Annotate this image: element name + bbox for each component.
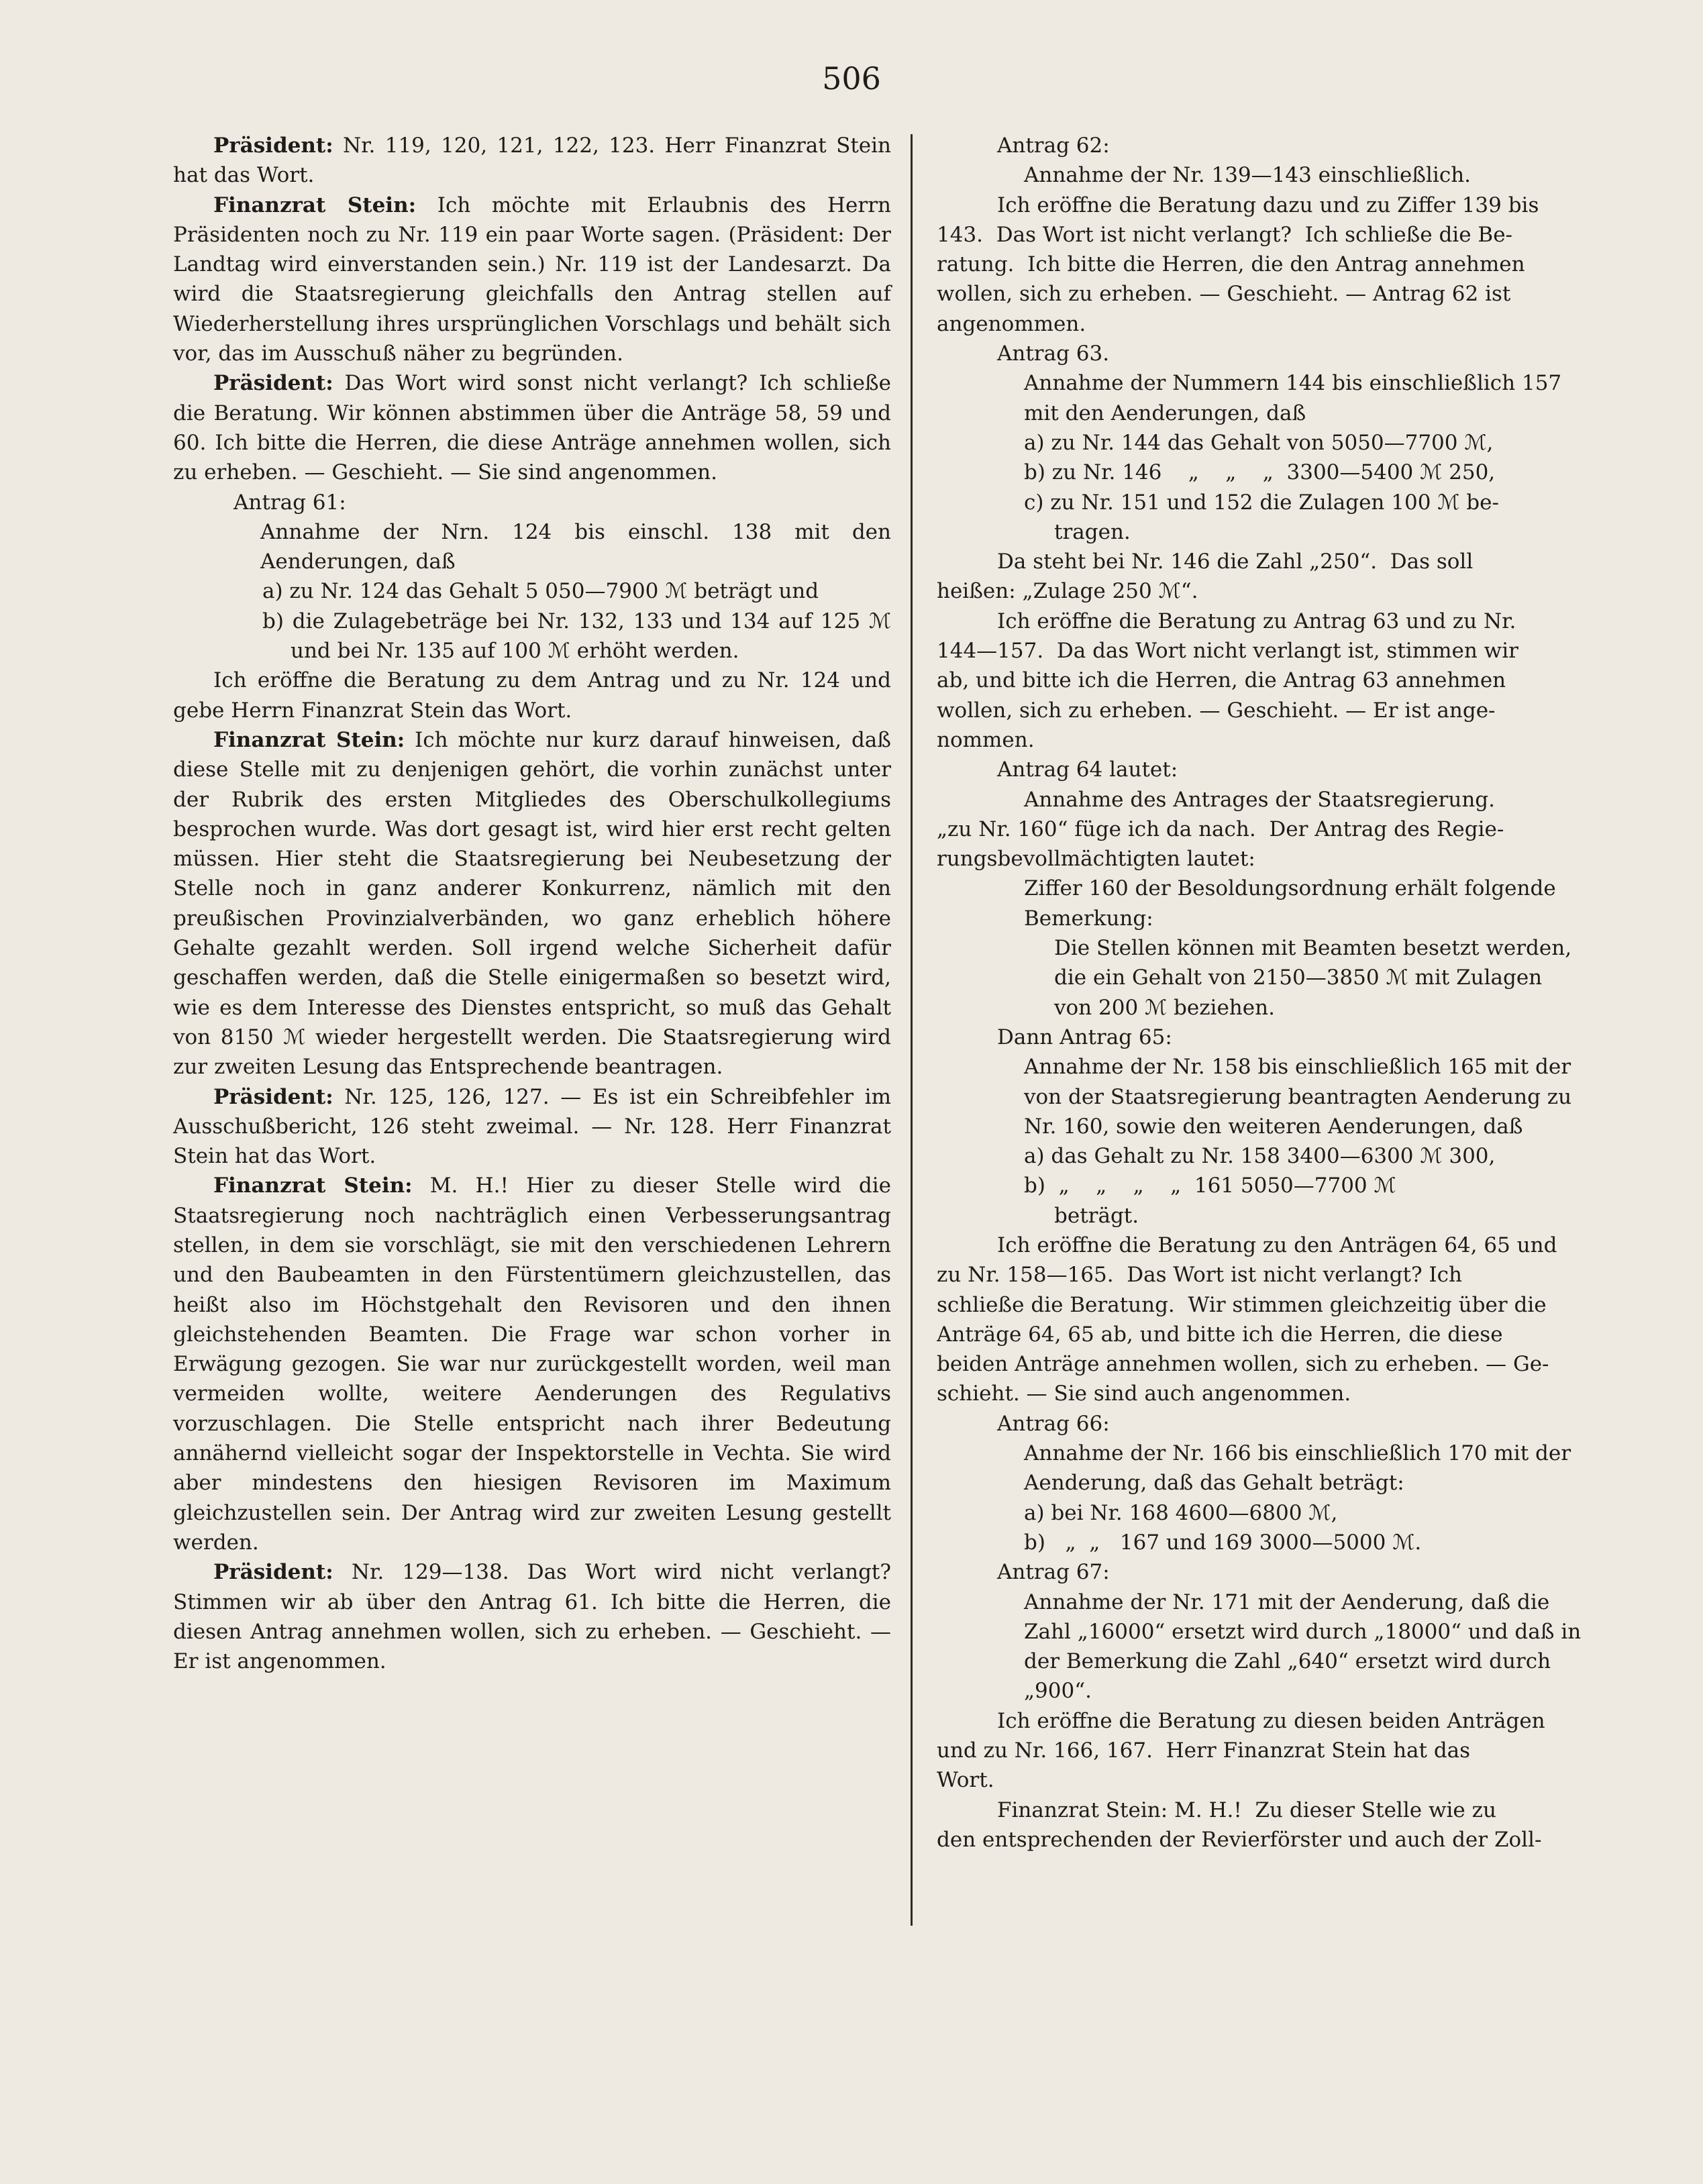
text-line: beiden Anträge annehmen wollen, sich zu erheben. — Ge- xyxy=(937,1352,1549,1377)
paragraph-text: Nr. 125, 126, 127. — Es ist ein Schreibfehler im Ausschußbericht, 126 steht zweimal. — Nr. 128. Herr Finanzrat Stein hat das Wort. xyxy=(173,1084,891,1169)
text-line: und zu Nr. 166, 167. Herr Finanzrat Stein hat das xyxy=(937,1738,1471,1763)
text-line: Ich eröffne die Beratung zu diesen beiden Anträgen xyxy=(997,1708,1545,1733)
text-line: a) das Gehalt zu Nr. 158 3400—6300 ℳ 300, xyxy=(1024,1144,1496,1169)
text-line: Antrag 63. xyxy=(997,342,1110,366)
text-line: Ich eröffne die Beratung zu den Anträgen 64, 65 und xyxy=(997,1233,1557,1257)
text-line: „zu Nr. 160“ füge ich da nach. Der Antrag des Regie- xyxy=(937,817,1504,841)
paragraph-text: Ich möchte mit Erlaubnis des Herrn Präsidenten noch zu Nr. 119 ein paar Worte sagen. (Präsident: Der Landtag wird einverstanden sein.) Nr. 119 ist der Landesarzt. Da wird die Staatsregierung gleichfalls den Antrag stellen auf Wiederherstellung ihres ursprünglichen Vorschlags und behält sich vor, das im Ausschuß näher zu begründen. xyxy=(173,193,891,366)
speaker-label: Präsident: xyxy=(213,134,333,158)
speaker-label: Finanzrat Stein: xyxy=(213,1174,413,1198)
text-line: schließe die Beratung. Wir stimmen gleichzeitig über die xyxy=(937,1292,1547,1317)
left-paragraph xyxy=(173,725,891,1082)
text-line: beträgt. xyxy=(1054,1203,1139,1228)
text-line: nommen. xyxy=(937,727,1035,752)
left-paragraph xyxy=(173,1557,891,1676)
right-column xyxy=(937,131,1655,1855)
text-line: Antrag 62: xyxy=(997,134,1110,158)
text-line: Bemerkung: xyxy=(1024,906,1153,931)
column-divider xyxy=(911,134,913,1926)
paragraph-text: b) die Zulagebeträge bei Nr. 132, 133 und 134 auf 125 ℳ und bei Nr. 135 auf 100 ℳ erhöht werden. xyxy=(262,609,891,664)
paragraph-text: Nr. 129—138. Das Wort wird nicht verlangt? Stimmen wir ab über den Antrag 61. Ich bitte die Herren, die diesen Antrag annehmen wollen, sich zu erheben. — Geschieht. — Er ist angenommen. xyxy=(173,1560,891,1674)
paragraph-text: Annahme der Nrn. 124 bis einschl. 138 mit den Aenderungen, daß xyxy=(260,519,891,574)
text-line: Finanzrat Stein: M. H.! Zu dieser Stelle wie zu xyxy=(997,1798,1496,1822)
speaker-label: Präsident: xyxy=(213,1560,333,1585)
left-paragraph xyxy=(173,1082,891,1172)
speaker-label: Präsident: xyxy=(213,371,333,396)
text-line: heißen: „Zulage 250 ℳ“. xyxy=(937,579,1198,604)
left-paragraph xyxy=(173,368,891,487)
text-line: a) bei Nr. 168 4600—6800 ℳ, xyxy=(1024,1500,1338,1525)
text-line: Ziffer 160 der Besoldungsordnung erhält folgende xyxy=(1024,876,1556,901)
left-paragraph xyxy=(173,131,891,191)
text-line: wollen, sich zu erheben. — Geschieht. — Er ist ange- xyxy=(937,698,1496,723)
left-paragraph xyxy=(173,517,891,577)
text-line: wollen, sich zu erheben. — Geschieht. — Antrag 62 ist xyxy=(937,282,1511,307)
paragraph-text: Ich möchte nur kurz darauf hinweisen, daß diese Stelle mit zu denjenigen gehört, die vorhin zunächst unter der Rubrik des ersten Mitgliedes des Oberschulkollegiums besprochen wurde. Was dort gesagt ist, wird hier erst recht gelten müssen. Hier steht die Staatsregierung bei Neubesetzung der Stelle noch in ganz anderer Konkurrenz, nämlich mit den preußischen Provinzialverbänden, wo ganz erheblich höhere Gehalte gezahlt werden. Soll irgend welche Sicherheit dafür geschaffen werden, daß die Stelle einigermaßen so besetzt wird, wie es dem Interesse des Dienstes entspricht, so muß das Gehalt von 8150 ℳ wieder hergestellt werden. Die Staatsregierung wird zur zweiten Lesung das Entsprechende beantragen. xyxy=(173,727,891,1080)
text-line: Antrag 64 lautet: xyxy=(997,758,1178,782)
text-line: Antrag 66: xyxy=(997,1411,1110,1436)
left-paragraph xyxy=(173,1171,891,1557)
text-line: c) zu Nr. 151 und 152 die Zulagen 100 ℳ be- xyxy=(1024,490,1499,515)
text-line: Nr. 160, sowie den weiteren Aenderungen, daß xyxy=(1024,1114,1523,1139)
left-paragraph xyxy=(173,607,891,666)
text-line: die ein Gehalt von 2150—3850 ℳ mit Zulagen xyxy=(1054,966,1543,990)
text-line: Annahme des Antrages der Staatsregierung. xyxy=(1024,787,1495,812)
text-line: Annahme der Nr. 139—143 einschließlich. xyxy=(1024,163,1472,188)
text-line: Anträge 64, 65 ab, und bitte ich die Herren, die diese xyxy=(937,1322,1503,1347)
paragraph-text: M. H.! Hier zu dieser Stelle wird die Staatsregierung noch nachträglich einen Verbesserungsantrag stellen, in dem sie vorschlägt, sie mit den verschiedenen Lehrern und den Baubeamten in den Fürstentümern gleichzustellen, das heißt also im Höchstgehalt den Revisoren und den ihnen gleichstehenden Beamten. Die Frage war schon vorher in Erwägung gezogen. Sie war nur zurückgestellt worden, weil man vermeiden wollte, weitere Aenderungen des Regulativs vorzuschlagen. Die Stelle entspricht nach ihrer Bedeutung annähernd vielleicht sogar der Inspektorstelle in Vechta. Sie wird aber mindestens den hiesigen Revisoren im Maximum gleichzustellen sein. Der Antrag wird zur zweiten Lesung gestellt werden. xyxy=(173,1174,892,1555)
text-line: schieht. — Sie sind auch angenommen. xyxy=(937,1382,1351,1406)
text-line: zu Nr. 158—165. Das Wort ist nicht verlangt? Ich xyxy=(937,1263,1462,1288)
text-line: Annahme der Nr. 166 bis einschließlich 170 mit der xyxy=(1024,1441,1571,1466)
text-line: angenommen. xyxy=(937,311,1086,336)
paragraph-text: Das Wort wird sonst nicht verlangt? Ich schließe die Beratung. Wir können abstimmen über die Anträge 58, 59 und 60. Ich bitte die Herren, die diese Anträge annehmen wollen, sich zu erheben. — Geschieht. — Sie sind angenommen. xyxy=(173,371,891,485)
text-line: b) „ „ „ „ 161 5050—7700 ℳ xyxy=(1024,1174,1396,1198)
left-paragraph xyxy=(173,666,891,725)
text-line: b) „ „ 167 und 169 3000—5000 ℳ. xyxy=(1024,1530,1422,1555)
text-line: Antrag 67: xyxy=(997,1560,1110,1585)
speaker-label: Finanzrat Stein: xyxy=(213,727,405,752)
left-paragraph xyxy=(173,576,891,606)
text-line: Zahl „16000“ ersetzt wird durch „18000“ und daß in xyxy=(1024,1619,1582,1644)
text-line: Die Stellen können mit Beamten besetzt werden, xyxy=(1054,936,1572,961)
page-number: 506 xyxy=(822,60,881,97)
text-line: von 200 ℳ beziehen. xyxy=(1054,995,1275,1020)
text-line: Annahme der Nummern 144 bis einschließlich 157 xyxy=(1024,371,1562,396)
text-line: „900“. xyxy=(1024,1679,1092,1704)
text-line: a) zu Nr. 144 das Gehalt von 5050—7700 ℳ, xyxy=(1024,430,1494,455)
left-paragraph xyxy=(173,488,891,517)
text-line: Wort. xyxy=(937,1768,994,1793)
left-column xyxy=(173,131,891,1676)
text-line: ab, und bitte ich die Herren, die Antrag 63 annehmen xyxy=(937,668,1506,693)
text-line: von der Staatsregierung beantragten Aenderung zu xyxy=(1024,1084,1572,1109)
text-line: ratung. Ich bitte die Herren, die den Antrag annehmen xyxy=(937,252,1525,277)
text-line: 144—157. Da das Wort nicht verlangt ist, stimmen wir xyxy=(937,639,1518,664)
speaker-label: Präsident: xyxy=(213,1084,333,1109)
text-line: Aenderung, daß das Gehalt beträgt: xyxy=(1024,1471,1404,1496)
paragraph-text: a) zu Nr. 124 das Gehalt 5 050—7900 ℳ beträgt und xyxy=(262,579,819,604)
text-line: Annahme der Nr. 171 mit der Aenderung, daß die xyxy=(1024,1590,1550,1614)
text-line: den entsprechenden der Revierförster und auch der Zoll- xyxy=(937,1827,1542,1852)
text-line: 143. Das Wort ist nicht verlangt? Ich schließe die Be- xyxy=(937,222,1513,247)
text-line: tragen. xyxy=(1054,519,1131,544)
text-line: Dann Antrag 65: xyxy=(997,1025,1172,1049)
text-line: b) zu Nr. 146 „ „ „ 3300—5400 ℳ 250, xyxy=(1024,460,1496,485)
text-line: mit den Aenderungen, daß xyxy=(1024,401,1306,425)
text-line: der Bemerkung die Zahl „640“ ersetzt wird durch xyxy=(1024,1649,1551,1674)
text-line: Ich eröffne die Beratung zu Antrag 63 und zu Nr. xyxy=(997,609,1516,633)
text-line: Annahme der Nr. 158 bis einschließlich 165 mit der xyxy=(1024,1055,1571,1080)
text-line: Da steht bei Nr. 146 die Zahl „250“. Das soll xyxy=(997,550,1474,574)
speaker-label: Finanzrat Stein: xyxy=(213,193,417,217)
text-line: Ich eröffne die Beratung dazu und zu Ziffer 139 bis xyxy=(997,193,1539,217)
left-paragraph xyxy=(173,191,891,369)
text-line: rungsbevollmächtigten lautet: xyxy=(937,847,1255,872)
paragraph-text: Ich eröffne die Beratung zu dem Antrag und zu Nr. 124 und gebe Herrn Finanzrat Stein das Wort. xyxy=(173,668,891,723)
paragraph-text: Antrag 61: xyxy=(234,490,346,515)
paragraph-text: Nr. 119, 120, 121, 122, 123. Herr Finanzrat Stein hat das Wort. xyxy=(173,134,891,188)
